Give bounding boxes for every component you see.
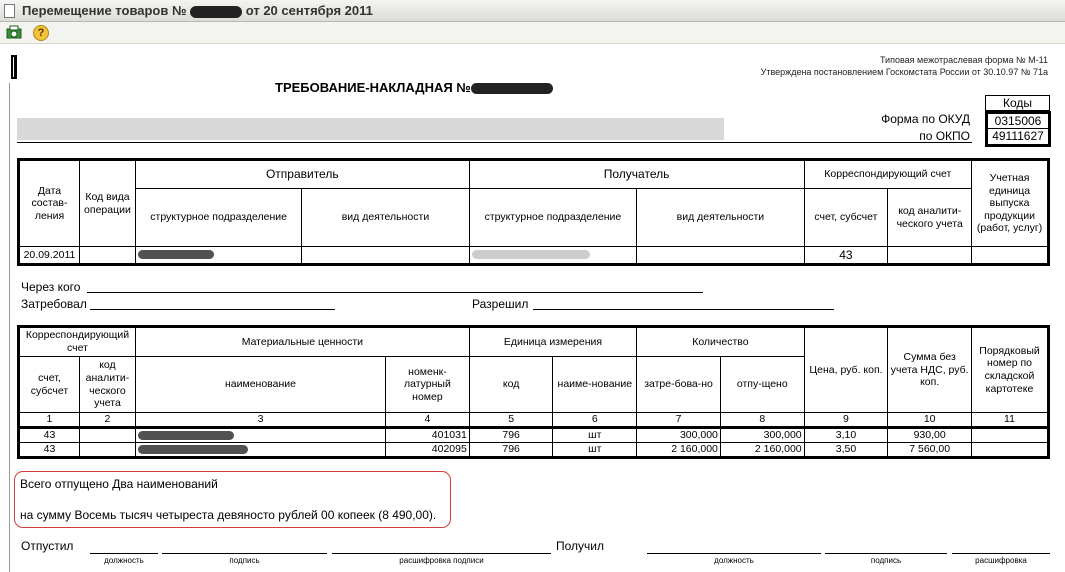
- allowed-field[interactable]: [533, 309, 834, 310]
- col-requested: затре-бова-но: [637, 357, 721, 413]
- totals-box: [14, 471, 451, 528]
- col-sender-struct: структурное подразделение: [135, 189, 301, 247]
- col-sender-activity: вид деятельности: [302, 189, 469, 247]
- caption-decoding: расшифровка: [975, 556, 1027, 565]
- requested-field[interactable]: [90, 309, 335, 310]
- received-signature-line[interactable]: [825, 553, 947, 554]
- through-field[interactable]: [87, 292, 703, 293]
- toolbar: [0, 22, 1065, 44]
- requested-label: Затребовал: [21, 297, 87, 311]
- organization-line: [17, 142, 972, 143]
- col-name: наименование: [135, 357, 385, 413]
- document-area: [0, 45, 1065, 572]
- document-title: ТРЕБОВАНИЕ-НАКЛАДНАЯ №: [275, 80, 553, 95]
- col-code: код: [469, 357, 553, 413]
- caption-position: должность: [104, 556, 144, 565]
- window-titlebar: [0, 0, 1065, 22]
- col-date: Дата состав-ления: [19, 160, 80, 247]
- col-optype: Код вида операции: [79, 160, 135, 247]
- print-preview-button[interactable]: [5, 24, 23, 42]
- okpo-label: по ОКПО: [919, 129, 970, 143]
- document-icon: [4, 4, 15, 18]
- okud-label: Форма по ОКУД: [881, 112, 970, 126]
- left-margin-line: [9, 83, 10, 572]
- codes-box: [985, 111, 1051, 147]
- cursor-marker: [11, 55, 17, 79]
- caption-signature: подпись: [870, 556, 902, 565]
- help-icon: ?: [33, 25, 49, 41]
- col-analytic: код аналити-ческого учета: [888, 189, 972, 247]
- received-label: Получил: [556, 539, 604, 553]
- col-price: Цена, руб. коп.: [804, 327, 888, 413]
- item-name: [135, 443, 385, 458]
- okpo-value: 49111627: [992, 129, 1044, 143]
- col-nomen: номенк-латурный номер: [386, 357, 470, 413]
- col-account: счет, субсчет: [804, 189, 888, 247]
- column-numbers-row: 1 2 3 4 5 6 7 8 9 10 11: [19, 413, 1049, 428]
- col-unit-name: наиме-нование: [553, 357, 637, 413]
- released-position-line[interactable]: [90, 553, 158, 554]
- redacted-number: [190, 6, 242, 18]
- totals-count: Всего отпущено Два наименований: [20, 477, 218, 491]
- form-type: Типовая межотраслевая форма № М-11: [879, 55, 1048, 65]
- col-released: отпу-щено: [720, 357, 804, 413]
- col-receiver-struct: структурное подразделение: [469, 189, 637, 247]
- col-corr-account: Корреспондирующий счет: [19, 327, 136, 357]
- cell-receiver-struct: [469, 247, 637, 265]
- caption-signature: подпись: [229, 556, 260, 565]
- col-analytic: код аналити-ческого учета: [79, 357, 135, 413]
- window-title: Перемещение товаров № от 20 сентября 2011: [22, 3, 373, 18]
- help-button[interactable]: [32, 24, 50, 42]
- totals-sum: на сумму Восемь тысяч четыреста девяносто рублей 00 копеек (8 490,00).: [20, 508, 437, 522]
- col-sender: Отправитель: [135, 160, 469, 189]
- col-card: Порядковый номер по складской картотеке: [972, 327, 1049, 413]
- okud-value: 0315006: [988, 114, 1048, 129]
- released-label: Отпустил: [21, 539, 74, 553]
- items-table: [17, 325, 1050, 459]
- col-corr-account: Корреспондирующий счет: [804, 160, 972, 189]
- cell-account: 43: [804, 247, 888, 265]
- approval-note: Утверждена постановлением Госкомстата России от 30.10.97 № 71а: [760, 67, 1048, 77]
- released-decoding-line[interactable]: [332, 553, 551, 554]
- through-label: Через кого: [21, 280, 81, 294]
- cell-sender-struct: [135, 247, 301, 265]
- redacted-organization: [17, 118, 724, 140]
- table-row: 43 402095 796 шт 2 160,000 2 160,000 3,50 7 560,00: [19, 443, 1049, 458]
- redacted-doc-number: [471, 83, 553, 94]
- col-receiver-activity: вид деятельности: [637, 189, 804, 247]
- print-preview-icon: [6, 25, 22, 41]
- table-row: 43 401031 796 шт 300,000 300,000 3,10 930,00: [19, 428, 1049, 443]
- col-unit: Единица измерения: [469, 327, 636, 357]
- col-quantity: Количество: [637, 327, 804, 357]
- col-account: счет, субсчет: [19, 357, 80, 413]
- caption-position: должность: [714, 556, 754, 565]
- released-signature-line[interactable]: [162, 553, 327, 554]
- received-position-line[interactable]: [647, 553, 821, 554]
- col-materials: Материальные ценности: [135, 327, 469, 357]
- received-decoding-line[interactable]: [952, 553, 1050, 554]
- item-name: [135, 428, 385, 443]
- col-unit: Учетная единица выпуска продукции (работ, услуг): [972, 160, 1049, 247]
- codes-header: Коды: [985, 95, 1050, 111]
- cell-date: 20.09.2011: [19, 247, 80, 265]
- col-receiver: Получатель: [469, 160, 804, 189]
- col-sum: Сумма без учета НДС, руб. коп.: [888, 327, 972, 413]
- header-table: [17, 158, 1050, 266]
- caption-decoding: расшифровка подписи: [399, 556, 484, 565]
- allowed-label: Разрешил: [472, 297, 529, 311]
